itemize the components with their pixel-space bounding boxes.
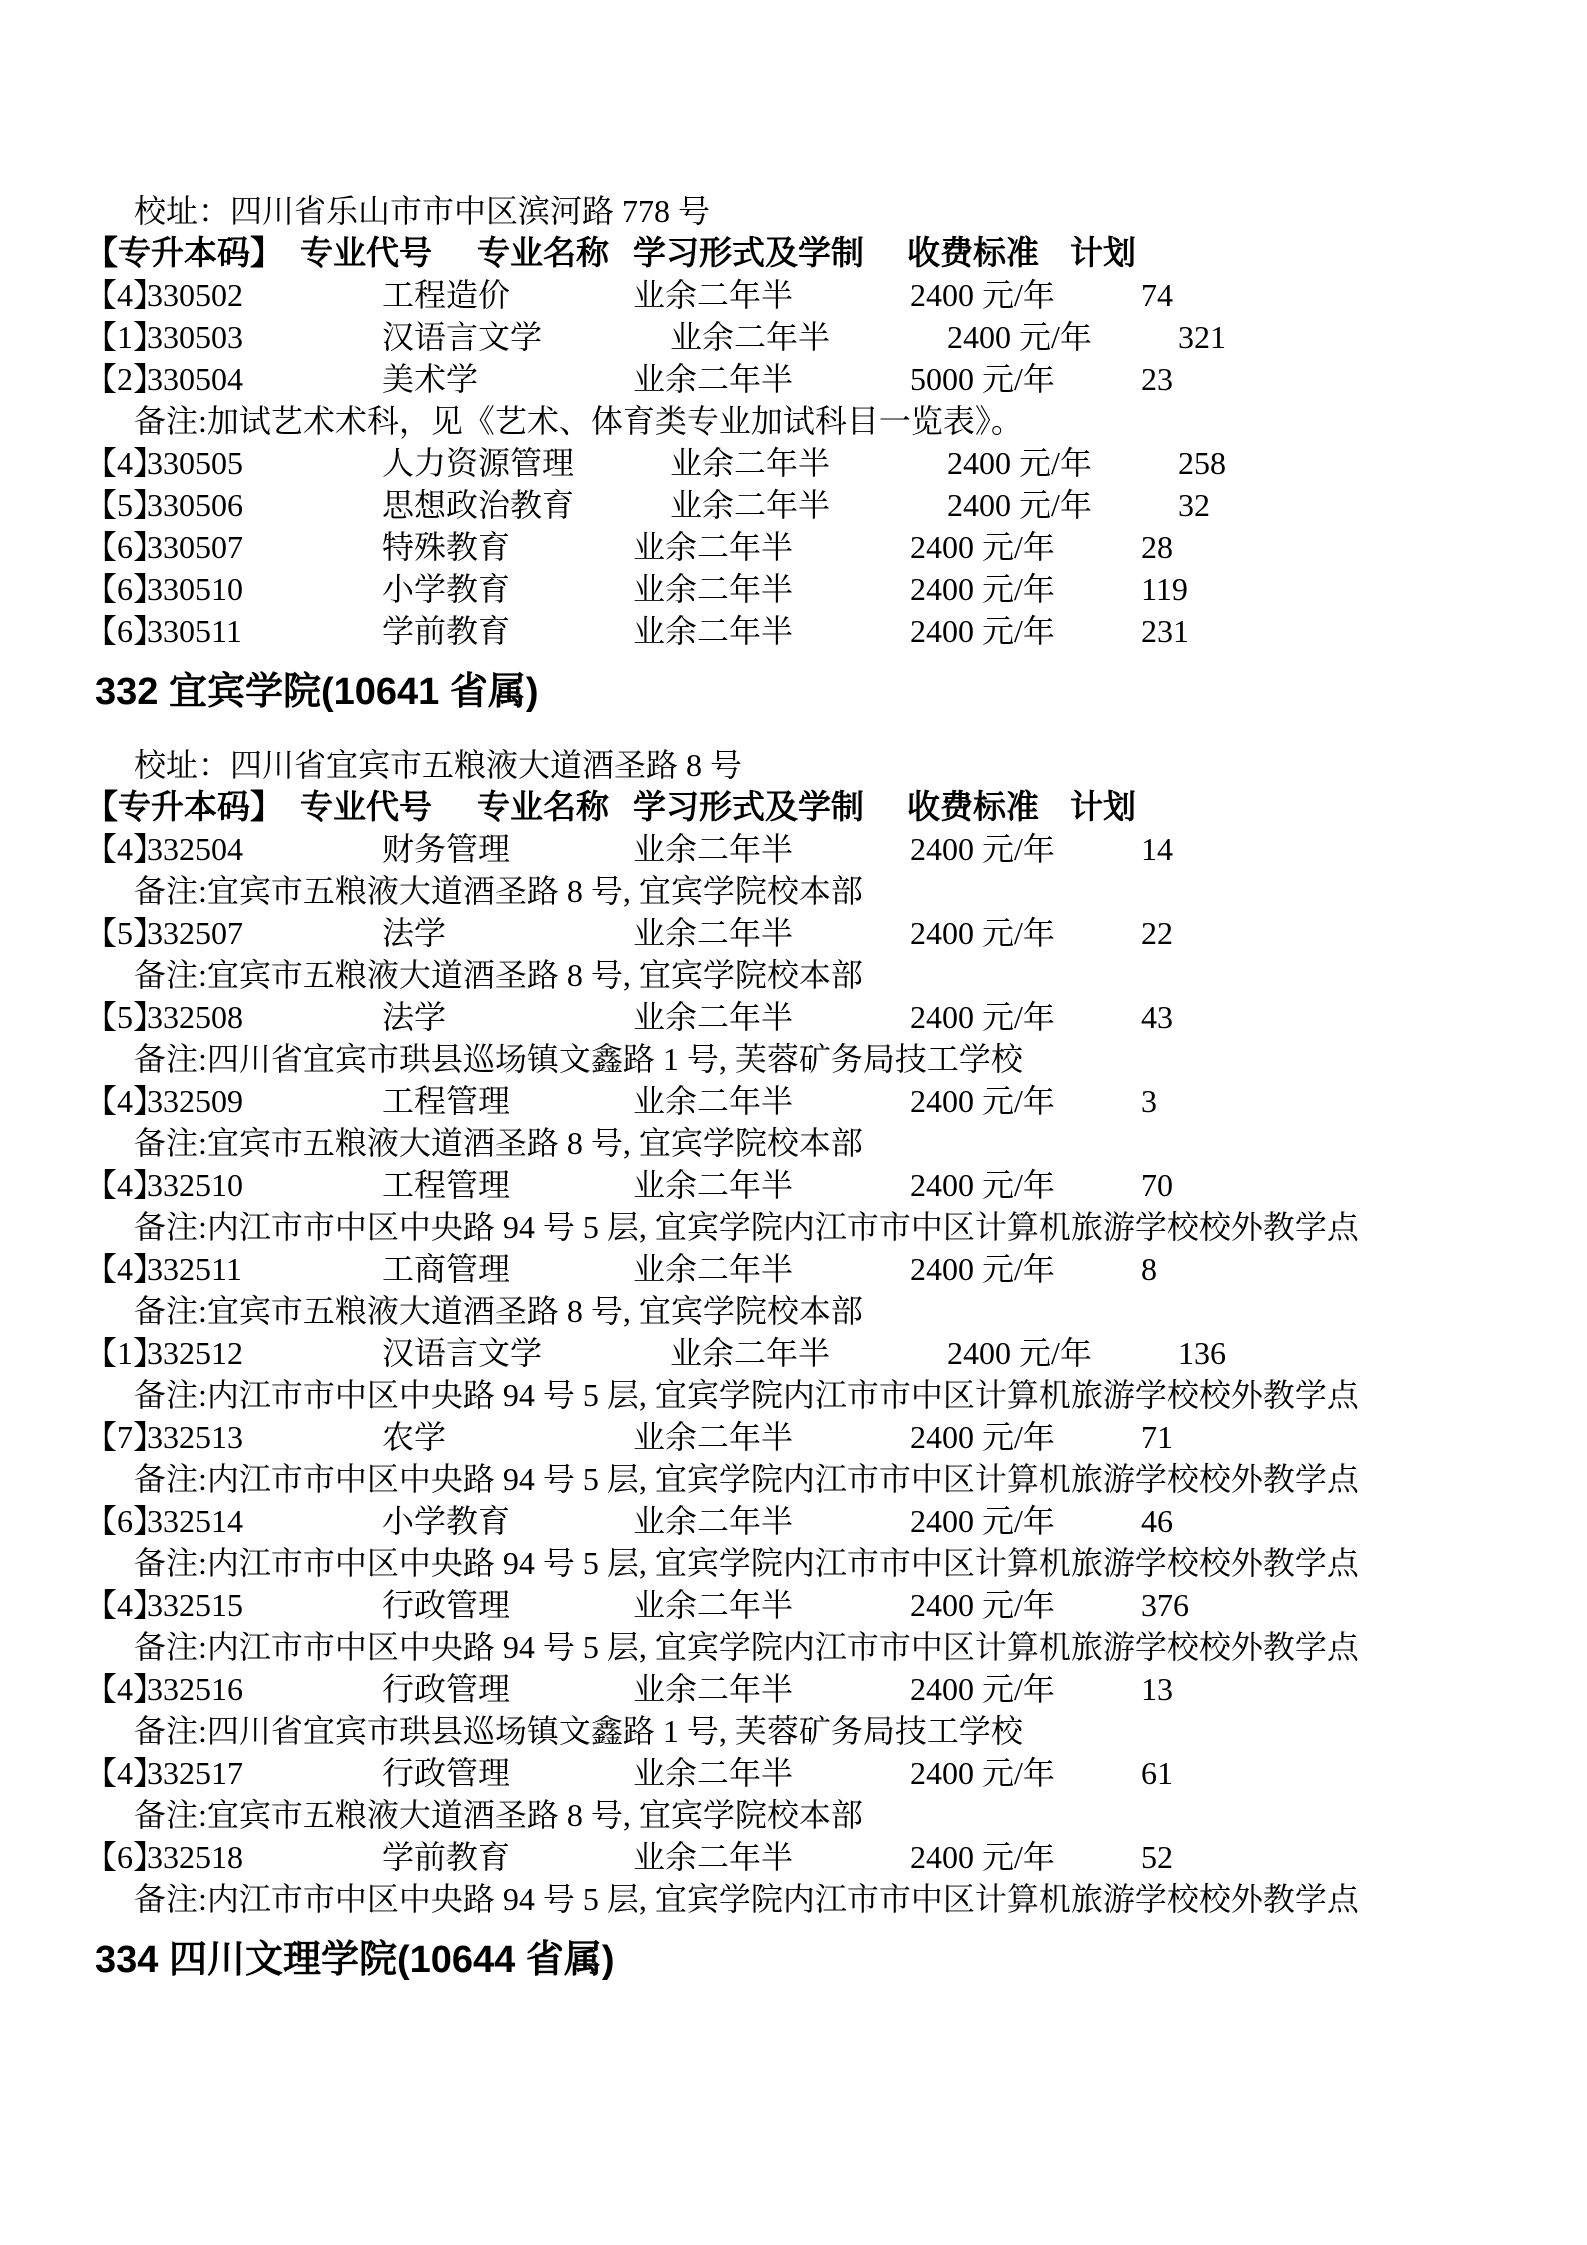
enrollment-code-cell: 【2】 bbox=[85, 361, 166, 397]
fee-cell: 2400 元/年 bbox=[910, 1419, 1055, 1455]
fee-cell: 2400 元/年 bbox=[910, 915, 1055, 951]
remark-line: 备注:加试艺术术科，见《艺术、体育类专业加试科目一览表》。 bbox=[134, 403, 1023, 439]
major-name-cell: 特殊教育 bbox=[382, 529, 511, 565]
table-row bbox=[0, 1332, 1587, 1374]
major-name-cell: 汉语言文学 bbox=[382, 319, 543, 355]
table-row bbox=[0, 1080, 1587, 1122]
table-row bbox=[0, 1248, 1587, 1290]
enrollment-code-cell: 【4】 bbox=[85, 1587, 166, 1623]
major-name-cell: 工程管理 bbox=[382, 1167, 511, 1203]
major-name-cell: 财务管理 bbox=[382, 831, 511, 867]
major-code-header: 专业代号 bbox=[300, 234, 432, 271]
study-form-cell: 业余二年半 bbox=[633, 915, 794, 951]
enrollment-code-cell: 【5】 bbox=[85, 915, 166, 951]
col-code-header: 【专升本码】 bbox=[85, 234, 283, 271]
study-form-cell: 业余二年半 bbox=[633, 277, 794, 313]
plan-cell: 14 bbox=[1141, 831, 1173, 867]
fee-cell: 2400 元/年 bbox=[947, 445, 1092, 481]
study-form-header: 学习形式及学制 bbox=[633, 234, 864, 271]
study-form-cell: 业余二年半 bbox=[633, 1755, 794, 1791]
study-form-cell: 业余二年半 bbox=[633, 361, 794, 397]
remark-line: 备注:宜宾市五粮液大道酒圣路 8 号, 宜宾学院校本部 bbox=[134, 957, 863, 993]
study-form-cell: 业余二年半 bbox=[670, 445, 831, 481]
study-form-cell: 业余二年半 bbox=[670, 319, 831, 355]
fee-cell: 5000 元/年 bbox=[910, 361, 1055, 397]
study-form-cell: 业余二年半 bbox=[633, 529, 794, 565]
table-row bbox=[0, 1500, 1587, 1542]
study-form-cell: 业余二年半 bbox=[633, 831, 794, 867]
fee-cell: 2400 元/年 bbox=[910, 1755, 1055, 1791]
table-row bbox=[0, 1752, 1587, 1794]
major-name-cell: 小学教育 bbox=[382, 1503, 511, 1539]
major-name-cell: 思想政治教育 bbox=[382, 487, 575, 523]
enrollment-code-cell: 【4】 bbox=[85, 1083, 166, 1119]
plan-header: 计划 bbox=[1070, 788, 1136, 825]
enrollment-code-cell: 【4】 bbox=[85, 1251, 166, 1287]
plan-cell: 231 bbox=[1141, 613, 1189, 649]
study-form-cell: 业余二年半 bbox=[633, 1083, 794, 1119]
section-heading: 332 宜宾学院(10641 省属) bbox=[95, 671, 539, 713]
remark-line: 备注:内江市市中区中央路 94 号 5 层, 宜宾学院内江市市中区计算机旅游学校校外教学点 bbox=[134, 1377, 1359, 1413]
fee-cell: 2400 元/年 bbox=[910, 831, 1055, 867]
major-name-cell: 工程管理 bbox=[382, 1083, 511, 1119]
fee-cell: 2400 元/年 bbox=[910, 1167, 1055, 1203]
fee-cell: 2400 元/年 bbox=[910, 1839, 1055, 1875]
major-name-cell: 法学 bbox=[382, 915, 447, 951]
major-code-cell: 330507 bbox=[147, 529, 243, 565]
study-form-cell: 业余二年半 bbox=[633, 1503, 794, 1539]
plan-cell: 119 bbox=[1141, 571, 1188, 607]
plan-cell: 46 bbox=[1141, 1503, 1173, 1539]
fee-cell: 2400 元/年 bbox=[910, 1587, 1055, 1623]
fee-cell: 2400 元/年 bbox=[910, 999, 1055, 1035]
major-code-cell: 330506 bbox=[147, 487, 243, 523]
fee-cell: 2400 元/年 bbox=[910, 1251, 1055, 1287]
study-form-cell: 业余二年半 bbox=[633, 1251, 794, 1287]
plan-cell: 23 bbox=[1141, 361, 1173, 397]
fee-cell: 2400 元/年 bbox=[910, 529, 1055, 565]
table-row bbox=[0, 526, 1587, 568]
study-form-cell: 业余二年半 bbox=[633, 999, 794, 1035]
enrollment-code-cell: 【4】 bbox=[85, 831, 166, 867]
table-row bbox=[0, 442, 1587, 484]
major-code-cell: 332516 bbox=[147, 1671, 243, 1707]
table-row bbox=[0, 1836, 1587, 1878]
table-header bbox=[0, 786, 1587, 828]
table-row bbox=[0, 1164, 1587, 1206]
major-name-header: 专业名称 bbox=[477, 234, 609, 271]
section-heading: 334 四川文理学院(10644 省属) bbox=[95, 1939, 615, 1981]
plan-cell: 258 bbox=[1178, 445, 1226, 481]
enrollment-code-cell: 【6】 bbox=[85, 571, 166, 607]
study-form-cell: 业余二年半 bbox=[633, 1839, 794, 1875]
major-name-cell: 汉语言文学 bbox=[382, 1335, 543, 1371]
study-form-cell: 业余二年半 bbox=[633, 613, 794, 649]
major-code-cell: 332517 bbox=[147, 1755, 243, 1791]
fee-header: 收费标准 bbox=[907, 788, 1039, 825]
col-code-header: 【专升本码】 bbox=[85, 788, 283, 825]
major-code-cell: 332514 bbox=[147, 1503, 243, 1539]
enrollment-code-cell: 【6】 bbox=[85, 529, 166, 565]
plan-cell: 8 bbox=[1141, 1251, 1157, 1287]
major-code-cell: 332504 bbox=[147, 831, 243, 867]
enrollment-code-cell: 【4】 bbox=[85, 445, 166, 481]
major-name-cell: 人力资源管理 bbox=[382, 445, 575, 481]
table-row bbox=[0, 1668, 1587, 1710]
plan-cell: 22 bbox=[1141, 915, 1173, 951]
table-row bbox=[0, 358, 1587, 400]
remark-line: 备注:内江市市中区中央路 94 号 5 层, 宜宾学院内江市市中区计算机旅游学校校外教学点 bbox=[134, 1209, 1359, 1245]
table-row bbox=[0, 568, 1587, 610]
major-name-cell: 工程造价 bbox=[382, 277, 511, 313]
fee-cell: 2400 元/年 bbox=[947, 319, 1092, 355]
fee-header: 收费标准 bbox=[907, 234, 1039, 271]
table-row bbox=[0, 1416, 1587, 1458]
table-row bbox=[0, 274, 1587, 316]
plan-cell: 32 bbox=[1178, 487, 1210, 523]
table-row bbox=[0, 996, 1587, 1038]
enrollment-code-cell: 【6】 bbox=[85, 613, 166, 649]
remark-line: 备注:内江市市中区中央路 94 号 5 层, 宜宾学院内江市市中区计算机旅游学校校外教学点 bbox=[134, 1461, 1359, 1497]
plan-cell: 71 bbox=[1141, 1419, 1173, 1455]
study-form-header: 学习形式及学制 bbox=[633, 788, 864, 825]
study-form-cell: 业余二年半 bbox=[670, 487, 831, 523]
fee-cell: 2400 元/年 bbox=[910, 1503, 1055, 1539]
fee-cell: 2400 元/年 bbox=[910, 571, 1055, 607]
remark-line: 备注:四川省宜宾市珙县巡场镇文鑫路 1 号, 芙蓉矿务局技工学校 bbox=[134, 1713, 1023, 1749]
enrollment-code-cell: 【7】 bbox=[85, 1419, 166, 1455]
remark-line: 备注:内江市市中区中央路 94 号 5 层, 宜宾学院内江市市中区计算机旅游学校校外教学点 bbox=[134, 1545, 1359, 1581]
major-name-cell: 行政管理 bbox=[382, 1587, 511, 1623]
major-name-cell: 小学教育 bbox=[382, 571, 511, 607]
remark-line: 备注:内江市市中区中央路 94 号 5 层, 宜宾学院内江市市中区计算机旅游学校校外教学点 bbox=[134, 1881, 1359, 1917]
plan-cell: 136 bbox=[1178, 1335, 1226, 1371]
major-name-cell: 农学 bbox=[382, 1419, 447, 1455]
major-name-cell: 美术学 bbox=[382, 361, 479, 397]
major-name-cell: 行政管理 bbox=[382, 1671, 511, 1707]
enrollment-code-cell: 【1】 bbox=[85, 1335, 166, 1371]
plan-cell: 74 bbox=[1141, 277, 1173, 313]
major-code-cell: 332518 bbox=[147, 1839, 243, 1875]
fee-cell: 2400 元/年 bbox=[910, 1083, 1055, 1119]
major-code-cell: 332512 bbox=[147, 1335, 243, 1371]
plan-cell: 43 bbox=[1141, 999, 1173, 1035]
plan-cell: 321 bbox=[1178, 319, 1226, 355]
enrollment-code-cell: 【5】 bbox=[85, 999, 166, 1035]
enrollment-code-cell: 【4】 bbox=[85, 1671, 166, 1707]
plan-cell: 13 bbox=[1141, 1671, 1173, 1707]
section bbox=[0, 1938, 1587, 1982]
plan-cell: 52 bbox=[1141, 1839, 1173, 1875]
plan-cell: 28 bbox=[1141, 529, 1173, 565]
major-code-cell: 332508 bbox=[147, 999, 243, 1035]
table-row bbox=[0, 1584, 1587, 1626]
major-code-cell: 332507 bbox=[147, 915, 243, 951]
major-code-cell: 330503 bbox=[147, 319, 243, 355]
major-name-cell: 工商管理 bbox=[382, 1251, 511, 1287]
table-row bbox=[0, 484, 1587, 526]
remark-line: 备注:宜宾市五粮液大道酒圣路 8 号, 宜宾学院校本部 bbox=[134, 873, 863, 909]
major-code-cell: 330511 bbox=[147, 613, 242, 649]
major-name-cell: 行政管理 bbox=[382, 1755, 511, 1791]
enrollment-code-cell: 【4】 bbox=[85, 277, 166, 313]
study-form-cell: 业余二年半 bbox=[633, 1419, 794, 1455]
fee-cell: 2400 元/年 bbox=[910, 613, 1055, 649]
major-name-cell: 法学 bbox=[382, 999, 447, 1035]
enrollment-code-cell: 【4】 bbox=[85, 1755, 166, 1791]
major-code-cell: 332510 bbox=[147, 1167, 243, 1203]
major-code-cell: 330510 bbox=[147, 571, 243, 607]
major-code-cell: 330502 bbox=[147, 277, 243, 313]
study-form-cell: 业余二年半 bbox=[670, 1335, 831, 1371]
school-address: 校址：四川省宜宾市五粮液大道酒圣路 8 号 bbox=[134, 747, 743, 783]
remark-line: 备注:宜宾市五粮液大道酒圣路 8 号, 宜宾学院校本部 bbox=[134, 1125, 863, 1161]
table-header bbox=[0, 232, 1587, 274]
remark-line: 备注:宜宾市五粮液大道酒圣路 8 号, 宜宾学院校本部 bbox=[134, 1797, 863, 1833]
plan-cell: 3 bbox=[1141, 1083, 1157, 1119]
remark-line: 备注:内江市市中区中央路 94 号 5 层, 宜宾学院内江市市中区计算机旅游学校校外教学点 bbox=[134, 1629, 1359, 1665]
study-form-cell: 业余二年半 bbox=[633, 1167, 794, 1203]
enrollment-code-cell: 【6】 bbox=[85, 1839, 166, 1875]
section bbox=[0, 190, 1587, 652]
fee-cell: 2400 元/年 bbox=[947, 487, 1092, 523]
plan-cell: 70 bbox=[1141, 1167, 1173, 1203]
school-address: 校址：四川省乐山市市中区滨河路 778 号 bbox=[134, 193, 711, 229]
plan-cell: 61 bbox=[1141, 1755, 1173, 1791]
fee-cell: 2400 元/年 bbox=[947, 1335, 1092, 1371]
table-row bbox=[0, 316, 1587, 358]
major-code-cell: 330504 bbox=[147, 361, 243, 397]
major-name-header: 专业名称 bbox=[477, 788, 609, 825]
major-code-cell: 332515 bbox=[147, 1587, 243, 1623]
plan-header: 计划 bbox=[1070, 234, 1136, 271]
major-code-cell: 332509 bbox=[147, 1083, 243, 1119]
enrollment-code-cell: 【6】 bbox=[85, 1503, 166, 1539]
study-form-cell: 业余二年半 bbox=[633, 1587, 794, 1623]
major-code-header: 专业代号 bbox=[300, 788, 432, 825]
plan-cell: 376 bbox=[1141, 1587, 1189, 1623]
enrollment-code-cell: 【4】 bbox=[85, 1167, 166, 1203]
table-row bbox=[0, 828, 1587, 870]
major-name-cell: 学前教育 bbox=[382, 613, 511, 649]
section bbox=[0, 670, 1587, 1920]
study-form-cell: 业余二年半 bbox=[633, 1671, 794, 1707]
major-code-cell: 332513 bbox=[147, 1419, 243, 1455]
remark-line: 备注:四川省宜宾市珙县巡场镇文鑫路 1 号, 芙蓉矿务局技工学校 bbox=[134, 1041, 1023, 1077]
fee-cell: 2400 元/年 bbox=[910, 1671, 1055, 1707]
major-code-cell: 330505 bbox=[147, 445, 243, 481]
table-row bbox=[0, 610, 1587, 652]
remark-line: 备注:宜宾市五粮液大道酒圣路 8 号, 宜宾学院校本部 bbox=[134, 1293, 863, 1329]
fee-cell: 2400 元/年 bbox=[910, 277, 1055, 313]
table-row bbox=[0, 912, 1587, 954]
enrollment-code-cell: 【5】 bbox=[85, 487, 166, 523]
enrollment-code-cell: 【1】 bbox=[85, 319, 166, 355]
study-form-cell: 业余二年半 bbox=[633, 571, 794, 607]
major-code-cell: 332511 bbox=[147, 1251, 242, 1287]
major-name-cell: 学前教育 bbox=[382, 1839, 511, 1875]
